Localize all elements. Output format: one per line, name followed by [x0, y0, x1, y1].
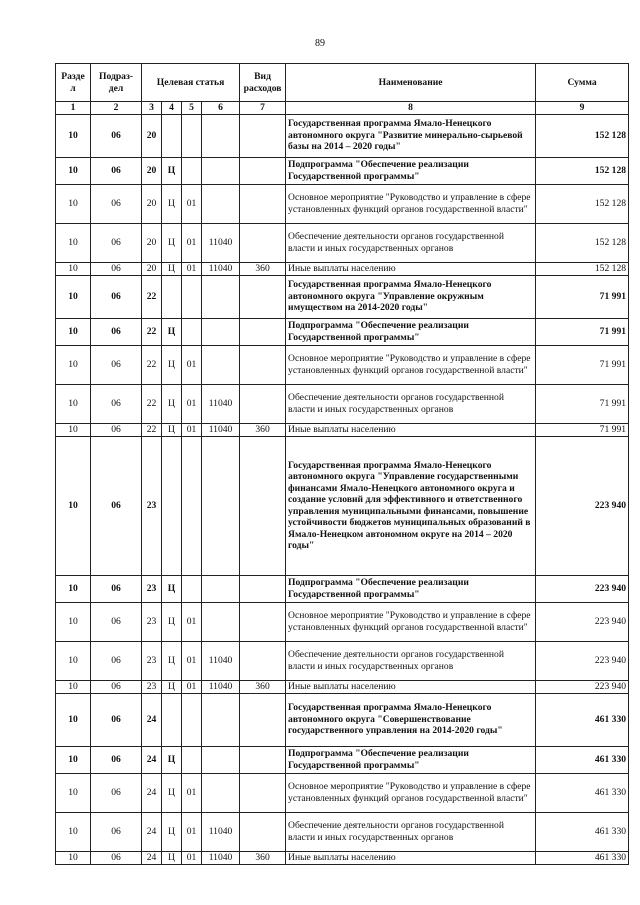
cell-naimenovanie: Иные выплаты населению	[286, 423, 536, 436]
cell-razdel: 10	[56, 223, 91, 262]
cell-razdel: 10	[56, 157, 91, 184]
cell-subprogram-code: Ц	[162, 602, 182, 641]
table-row	[56, 423, 629, 436]
cell-subprogram-code: Ц	[162, 575, 182, 602]
cell-podrazdel: 06	[91, 602, 142, 641]
cell-razdel: 10	[56, 773, 91, 812]
cell-summa: 223 940	[536, 575, 629, 602]
col-number: 8	[286, 102, 536, 115]
cell-direction-code	[202, 114, 240, 157]
cell-measure-code: 01	[182, 812, 202, 851]
cell-summa: 461 330	[536, 693, 629, 746]
cell-vid-raskhodov	[240, 157, 286, 184]
cell-razdel: 10	[56, 262, 91, 275]
cell-summa: 223 940	[536, 641, 629, 680]
cell-vid-raskhodov	[240, 746, 286, 773]
cell-naimenovanie: Государственная программа Ямало-Ненецкого автономного округа "Управление окружным имуществом на 2014-2020 годы"	[286, 275, 536, 318]
cell-measure-code: 01	[182, 384, 202, 423]
cell-direction-code: 11040	[202, 262, 240, 275]
cell-razdel: 10	[56, 384, 91, 423]
cell-program-code: 22	[142, 384, 162, 423]
cell-vid-raskhodov	[240, 184, 286, 223]
cell-direction-code	[202, 436, 240, 575]
cell-program-code: 20	[142, 223, 162, 262]
cell-naimenovanie: Обеспечение деятельности органов государственной власти и иных государственных органов	[286, 384, 536, 423]
table-row	[56, 436, 629, 575]
cell-direction-code: 11040	[202, 680, 240, 693]
cell-direction-code	[202, 345, 240, 384]
cell-program-code: 23	[142, 641, 162, 680]
cell-measure-code	[182, 318, 202, 345]
cell-subprogram-code: Ц	[162, 157, 182, 184]
cell-vid-raskhodov	[240, 773, 286, 812]
table-row	[56, 773, 629, 812]
header-podrazdel: Подраз-дел	[91, 64, 142, 102]
cell-direction-code: 11040	[202, 641, 240, 680]
header-razdel: Разде л	[56, 64, 91, 102]
cell-vid-raskhodov	[240, 275, 286, 318]
cell-subprogram-code: Ц	[162, 262, 182, 275]
table-row	[56, 641, 629, 680]
cell-subprogram-code: Ц	[162, 318, 182, 345]
cell-razdel: 10	[56, 423, 91, 436]
cell-vid-raskhodov	[240, 812, 286, 851]
cell-podrazdel: 06	[91, 680, 142, 693]
cell-measure-code	[182, 746, 202, 773]
table-row	[56, 223, 629, 262]
cell-podrazdel: 06	[91, 641, 142, 680]
cell-summa: 152 128	[536, 114, 629, 157]
cell-program-code: 24	[142, 773, 162, 812]
cell-subprogram-code: Ц	[162, 345, 182, 384]
cell-vid-raskhodov	[240, 114, 286, 157]
table-row	[56, 812, 629, 851]
cell-podrazdel: 06	[91, 275, 142, 318]
budget-table	[55, 63, 629, 865]
cell-podrazdel: 06	[91, 423, 142, 436]
cell-razdel: 10	[56, 641, 91, 680]
cell-subprogram-code: Ц	[162, 851, 182, 864]
cell-measure-code: 01	[182, 602, 202, 641]
col-number: 3	[142, 102, 162, 115]
cell-vid-raskhodov	[240, 641, 286, 680]
cell-direction-code	[202, 157, 240, 184]
cell-podrazdel: 06	[91, 157, 142, 184]
cell-naimenovanie: Обеспечение деятельности органов государственной власти и иных государственных органов	[286, 812, 536, 851]
cell-naimenovanie: Государственная программа Ямало-Ненецкого автономного округа "Совершенствование государственного управления на 2014-2020 годы"	[286, 693, 536, 746]
table-row	[56, 275, 629, 318]
page-number: 89	[315, 38, 325, 49]
cell-razdel: 10	[56, 318, 91, 345]
cell-program-code: 20	[142, 262, 162, 275]
col-number: 9	[536, 102, 629, 115]
col-number: 2	[91, 102, 142, 115]
cell-summa: 152 128	[536, 223, 629, 262]
header-naimenovanie: Наименование	[286, 64, 536, 102]
cell-measure-code	[182, 575, 202, 602]
cell-razdel: 10	[56, 275, 91, 318]
cell-podrazdel: 06	[91, 223, 142, 262]
col-number: 1	[56, 102, 91, 115]
cell-naimenovanie: Иные выплаты населению	[286, 680, 536, 693]
cell-program-code: 20	[142, 157, 162, 184]
cell-subprogram-code	[162, 693, 182, 746]
table-header-row	[56, 64, 629, 102]
header-celevaya-statya: Целевая статья	[142, 64, 240, 102]
cell-subprogram-code: Ц	[162, 223, 182, 262]
cell-summa: 461 330	[536, 851, 629, 864]
cell-measure-code	[182, 275, 202, 318]
cell-program-code: 22	[142, 345, 162, 384]
table-row	[56, 157, 629, 184]
cell-measure-code	[182, 157, 202, 184]
cell-razdel: 10	[56, 575, 91, 602]
cell-naimenovanie: Обеспечение деятельности органов государственной власти и иных государственных органов	[286, 223, 536, 262]
cell-direction-code	[202, 746, 240, 773]
cell-subprogram-code: Ц	[162, 384, 182, 423]
cell-summa: 461 330	[536, 746, 629, 773]
table-row	[56, 851, 629, 864]
cell-program-code: 23	[142, 680, 162, 693]
cell-measure-code: 01	[182, 184, 202, 223]
cell-subprogram-code	[162, 436, 182, 575]
cell-naimenovanie: Основное мероприятие "Руководство и управление в сфере установленных функций органов государственной власти"	[286, 345, 536, 384]
cell-razdel: 10	[56, 184, 91, 223]
table-row	[56, 693, 629, 746]
header-vid-raskhodov: Вид расходов	[240, 64, 286, 102]
cell-razdel: 10	[56, 746, 91, 773]
cell-subprogram-code: Ц	[162, 184, 182, 223]
cell-subprogram-code: Ц	[162, 423, 182, 436]
cell-program-code: 22	[142, 275, 162, 318]
header-summa: Сумма	[536, 64, 629, 102]
cell-naimenovanie: Иные выплаты населению	[286, 851, 536, 864]
table-row	[56, 746, 629, 773]
cell-razdel: 10	[56, 114, 91, 157]
cell-program-code: 22	[142, 318, 162, 345]
cell-summa: 71 991	[536, 384, 629, 423]
col-number: 5	[182, 102, 202, 115]
cell-summa: 152 128	[536, 184, 629, 223]
cell-vid-raskhodov	[240, 575, 286, 602]
cell-podrazdel: 06	[91, 345, 142, 384]
cell-summa: 152 128	[536, 262, 629, 275]
cell-program-code: 23	[142, 575, 162, 602]
cell-podrazdel: 06	[91, 436, 142, 575]
cell-summa: 71 991	[536, 318, 629, 345]
cell-naimenovanie: Основное мероприятие "Руководство и управление в сфере установленных функций органов государственной власти"	[286, 602, 536, 641]
cell-program-code: 20	[142, 184, 162, 223]
table-row	[56, 680, 629, 693]
table-row	[56, 184, 629, 223]
cell-subprogram-code: Ц	[162, 773, 182, 812]
cell-summa: 71 991	[536, 423, 629, 436]
cell-summa: 152 128	[536, 157, 629, 184]
cell-podrazdel: 06	[91, 773, 142, 812]
cell-subprogram-code: Ц	[162, 746, 182, 773]
cell-summa: 223 940	[536, 680, 629, 693]
cell-naimenovanie: Подпрограмма "Обеспечение реализации Государственной программы"	[286, 157, 536, 184]
col-number: 6	[202, 102, 240, 115]
cell-program-code: 22	[142, 423, 162, 436]
table-row	[56, 575, 629, 602]
cell-vid-raskhodov	[240, 318, 286, 345]
cell-direction-code: 11040	[202, 423, 240, 436]
cell-vid-raskhodov	[240, 223, 286, 262]
cell-summa: 223 940	[536, 436, 629, 575]
cell-measure-code: 01	[182, 773, 202, 812]
cell-podrazdel: 06	[91, 184, 142, 223]
cell-naimenovanie: Подпрограмма "Обеспечение реализации Государственной программы"	[286, 575, 536, 602]
table-row	[56, 262, 629, 275]
cell-vid-raskhodov	[240, 345, 286, 384]
cell-measure-code: 01	[182, 680, 202, 693]
cell-direction-code: 11040	[202, 223, 240, 262]
cell-naimenovanie: Подпрограмма "Обеспечение реализации Государственной программы"	[286, 746, 536, 773]
cell-razdel: 10	[56, 345, 91, 384]
cell-podrazdel: 06	[91, 746, 142, 773]
cell-measure-code	[182, 114, 202, 157]
cell-direction-code	[202, 773, 240, 812]
cell-program-code: 24	[142, 851, 162, 864]
cell-razdel: 10	[56, 851, 91, 864]
cell-summa: 71 991	[536, 345, 629, 384]
cell-direction-code	[202, 275, 240, 318]
cell-summa: 71 991	[536, 275, 629, 318]
col-number: 7	[240, 102, 286, 115]
cell-direction-code: 11040	[202, 812, 240, 851]
cell-subprogram-code	[162, 275, 182, 318]
cell-subprogram-code	[162, 114, 182, 157]
cell-naimenovanie: Основное мероприятие "Руководство и управление в сфере установленных функций органов государственной власти"	[286, 184, 536, 223]
table-row	[56, 114, 629, 157]
cell-program-code: 23	[142, 436, 162, 575]
cell-summa: 461 330	[536, 812, 629, 851]
cell-naimenovanie: Иные выплаты населению	[286, 262, 536, 275]
cell-direction-code	[202, 575, 240, 602]
cell-measure-code	[182, 693, 202, 746]
cell-program-code: 24	[142, 693, 162, 746]
cell-podrazdel: 06	[91, 693, 142, 746]
cell-razdel: 10	[56, 693, 91, 746]
table-row	[56, 602, 629, 641]
cell-naimenovanie: Подпрограмма "Обеспечение реализации Государственной программы"	[286, 318, 536, 345]
table-body	[56, 114, 629, 864]
cell-measure-code: 01	[182, 641, 202, 680]
cell-vid-raskhodov	[240, 436, 286, 575]
cell-podrazdel: 06	[91, 318, 142, 345]
cell-vid-raskhodov: 360	[240, 262, 286, 275]
cell-summa: 223 940	[536, 602, 629, 641]
cell-podrazdel: 06	[91, 114, 142, 157]
cell-measure-code: 01	[182, 423, 202, 436]
cell-direction-code: 11040	[202, 851, 240, 864]
cell-subprogram-code: Ц	[162, 641, 182, 680]
cell-vid-raskhodov: 360	[240, 851, 286, 864]
cell-naimenovanie: Государственная программа Ямало-Ненецкого автономного округа "Развитие минерально-сырьевой базы на 2014 – 2020 годы"	[286, 114, 536, 157]
cell-naimenovanie: Государственная программа Ямало-Ненецкого автономного округа "Управление государственными финансами Ямало-Ненецкого автономного округа и создание условий для эффективного и ответственного управления муниципальными финансами, повышение устойчивости бюджетов муниципальных образований в Ямало-Ненецком автономном округе на 2014 – 2020 годы"	[286, 436, 536, 575]
table-row	[56, 345, 629, 384]
cell-measure-code	[182, 436, 202, 575]
cell-podrazdel: 06	[91, 812, 142, 851]
cell-podrazdel: 06	[91, 575, 142, 602]
cell-direction-code: 11040	[202, 384, 240, 423]
cell-vid-raskhodov: 360	[240, 680, 286, 693]
cell-measure-code: 01	[182, 345, 202, 384]
cell-podrazdel: 06	[91, 851, 142, 864]
cell-direction-code	[202, 602, 240, 641]
cell-podrazdel: 06	[91, 384, 142, 423]
cell-subprogram-code: Ц	[162, 812, 182, 851]
cell-measure-code: 01	[182, 262, 202, 275]
cell-summa: 461 330	[536, 773, 629, 812]
cell-razdel: 10	[56, 680, 91, 693]
cell-razdel: 10	[56, 602, 91, 641]
cell-podrazdel: 06	[91, 262, 142, 275]
cell-measure-code: 01	[182, 851, 202, 864]
cell-measure-code: 01	[182, 223, 202, 262]
cell-direction-code	[202, 693, 240, 746]
cell-vid-raskhodov	[240, 602, 286, 641]
cell-direction-code	[202, 318, 240, 345]
cell-program-code: 23	[142, 602, 162, 641]
table-row	[56, 318, 629, 345]
cell-program-code: 20	[142, 114, 162, 157]
cell-program-code: 24	[142, 746, 162, 773]
cell-program-code: 24	[142, 812, 162, 851]
cell-naimenovanie: Основное мероприятие "Руководство и управление в сфере установленных функций органов государственной власти"	[286, 773, 536, 812]
cell-direction-code	[202, 184, 240, 223]
cell-vid-raskhodov	[240, 693, 286, 746]
column-number-row	[56, 102, 629, 115]
cell-vid-raskhodov: 360	[240, 423, 286, 436]
col-number: 4	[162, 102, 182, 115]
cell-razdel: 10	[56, 812, 91, 851]
cell-naimenovanie: Обеспечение деятельности органов государственной власти и иных государственных органов	[286, 641, 536, 680]
cell-vid-raskhodov	[240, 384, 286, 423]
cell-subprogram-code: Ц	[162, 680, 182, 693]
table-row	[56, 384, 629, 423]
cell-razdel: 10	[56, 436, 91, 575]
